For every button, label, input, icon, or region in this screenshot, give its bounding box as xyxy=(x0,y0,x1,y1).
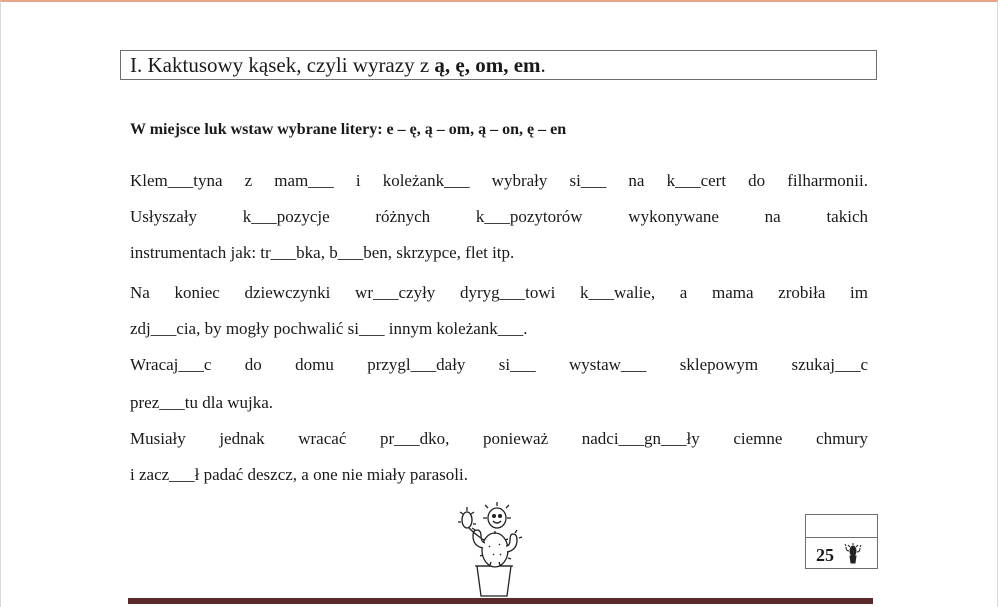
page-number-box xyxy=(805,514,878,569)
instruction: W miejsce luk wstaw wybrane litery: e – ę, ą – om, ą – on, ę – en xyxy=(130,121,567,138)
exercise-line: prez___tu dla wujka. xyxy=(130,393,274,412)
exercise-line: Wracaj___c do domu przygl___dały si___ wystaw___ sklepowym szukaj___c xyxy=(130,355,868,374)
page-number: 25 xyxy=(816,545,834,565)
exercise-line: instrumentach jak: tr___bka, b___ben, skrzypce, flet itp. xyxy=(130,243,515,262)
page-number-divider xyxy=(806,537,877,538)
bottom-rule xyxy=(128,598,873,604)
exercise-line: Na koniec dziewczynki wr___czyły dyryg___towi k___walie, a mama zrobiła im xyxy=(130,283,868,302)
title-prefix: I. Kaktusowy kąsek, czyli wyrazy z xyxy=(130,53,435,77)
title-bold: ą, ę, om, em xyxy=(434,53,541,77)
title-suffix: . xyxy=(540,53,546,77)
small-cactus-icon xyxy=(844,542,862,564)
exercise-line: Usłyszały k___pozycje różnych k___pozytorów wykonywane na takich xyxy=(130,207,868,226)
exercise-line: i zacz___ł padać deszcz, a one nie miały parasoli. xyxy=(130,465,468,484)
section-title xyxy=(120,50,877,80)
cactus-illustration-icon xyxy=(455,500,535,600)
exercise-line: zdj___cia, by mogły pochwalić si___ innym koleżank___. xyxy=(130,319,528,338)
exercise-line: Musiały jednak wracać pr___dko, ponieważ nadci___gn___ły ciemne chmury xyxy=(130,429,868,448)
exercise-line: Klem___tyna z mam___ i koleżank___ wybrały si___ na k___cert do filharmonii. xyxy=(130,171,868,190)
